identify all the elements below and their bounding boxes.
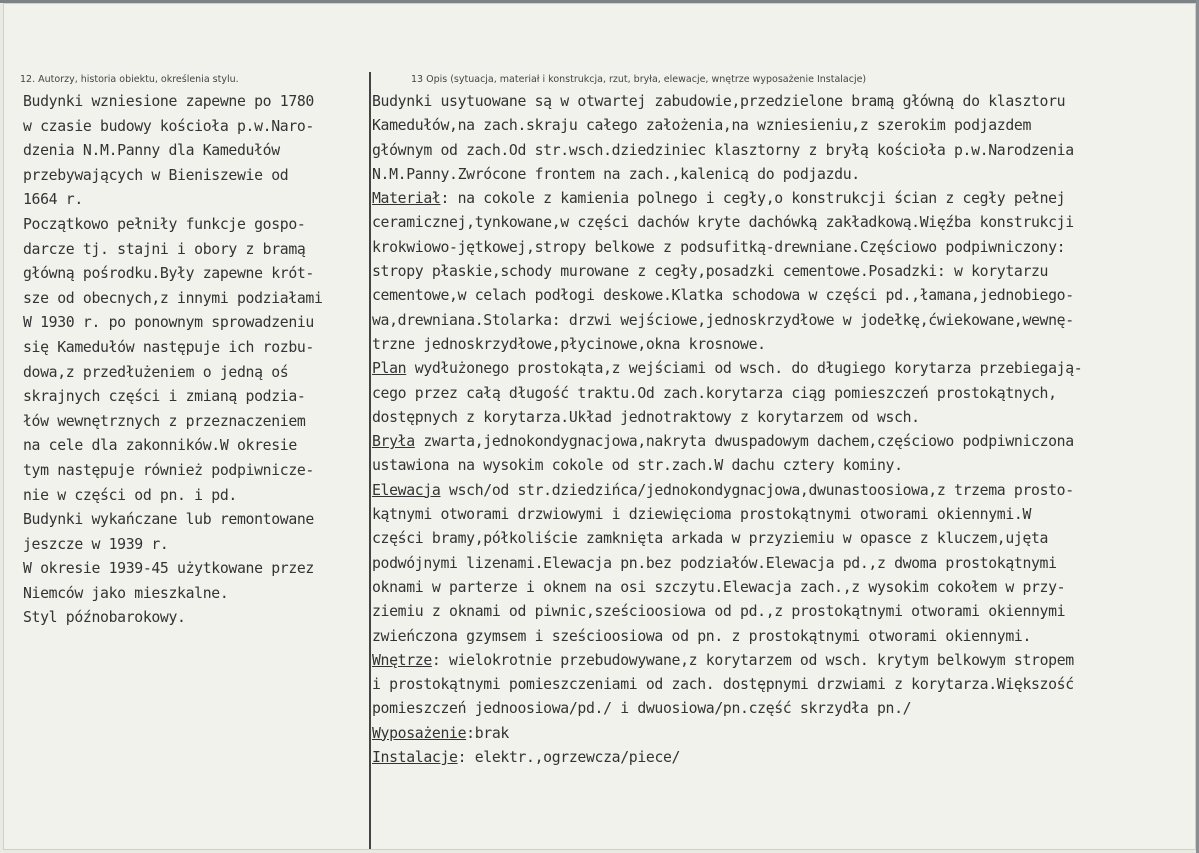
description-line (372, 90, 1196, 114)
description-text: Kamedułów,na zach.skraju całego założenia,na wzniesieniu,z szerokim podjazdem (372, 117, 1032, 135)
description-text: : elektr.,ogrzewcza/piece/ (457, 749, 681, 767)
section-label: Materiał (372, 190, 441, 208)
description-line (372, 600, 1196, 624)
description-line (372, 746, 1196, 770)
description-line (372, 430, 1196, 454)
description-line (372, 309, 1196, 333)
description-line (372, 722, 1196, 746)
description-column (372, 90, 1196, 770)
section-label: Plan (372, 360, 407, 378)
description-line (372, 649, 1196, 673)
description-line (372, 357, 1196, 381)
history-line: w czasie budowy kościoła p.w.Naro- (23, 117, 314, 135)
description-text: zwarta,jednokondygnacjowa,nakryta dwuspadowym dachem,częściowo podpiwniczona (414, 433, 1074, 451)
description-line (372, 211, 1196, 235)
description-line (372, 625, 1196, 649)
history-line: darcze tj. stajni i obory z bramą (23, 240, 306, 258)
history-line: Budynki wykańczane lub remontowane (23, 511, 314, 529)
history-line: Budynki wzniesione zapewne po 1780 (23, 93, 314, 110)
history-line: W okresie 1939-45 użytkowane przez (23, 560, 314, 578)
section-label: Bryła (372, 433, 415, 451)
description-text: trzne jednoskrzydłowe,płycinowe,okna krosnowe. (372, 335, 766, 353)
description-text: ceramicznej,tynkowane,w części dachów kryte dachówką zakładkową.Więźba konstrukcji (372, 214, 1074, 232)
section-label: Elewacja (372, 481, 441, 499)
history-line: 1664 r. (23, 191, 83, 209)
history-line: tym następuje również podpiwnicze- (23, 461, 314, 479)
description-line (372, 187, 1196, 211)
description-text: : na cokole z kamienia polnego i cegły,o konstrukcji ścian z cegły pełnej (440, 190, 1066, 208)
description-text: cego przez całą długość traktu.Od zach.korytarza ciąg pomieszczeń prostokątnych, (372, 384, 1057, 402)
description-line (372, 236, 1196, 260)
description-text: N.M.Panny.Zwrócone frontem na zach.,kalenicą do podjazdu. (372, 165, 860, 183)
description-line (372, 382, 1196, 406)
description-text: krokwiowo-jętkowej,stropy belkowe z podsufitką-drewniane.Częściowo podpiwniczony: (372, 238, 1066, 256)
description-line (372, 284, 1196, 308)
description-text: wa,drewniana.Stolarka: drzwi wejściowe,jednoskrzydłowe w jodełkę,ćwiekowane,wewnę- (372, 311, 1074, 329)
history-line: nie w części od pn. i pd. (23, 486, 237, 504)
description-text: : wielokrotnie przebudowywane,z korytarzem od wsch. krytym belkowym stropem (431, 651, 1074, 669)
description-line (372, 406, 1196, 430)
description-line (372, 260, 1196, 284)
column-divider (369, 72, 371, 850)
description-text: dostępnych z korytarza.Układ jednotraktowy z korytarzem od wsch. (372, 408, 920, 426)
description-text: wsch/od str.dziedzińca/jednokondygnacjowa,dwunastoosiowa,z trzema prosto- (440, 481, 1074, 499)
history-line: Początkowo pełniły funkcje gospo- (23, 215, 306, 233)
description-text: pomieszczeń jednoosiowa/pd./ i dwuosiowa/pn.część skrzydła pn./ (372, 700, 912, 718)
history-line: skrajnych części i zmianą podzia- (23, 388, 306, 406)
description-line (372, 139, 1196, 163)
history-line: dowa,z przedłużeniem o jedną oś (23, 363, 289, 381)
description-line (372, 163, 1196, 187)
history-column (23, 90, 365, 631)
history-line: Niemców jako mieszkalne. (23, 584, 229, 602)
history-line: sze od obecnych,z innymi podziałami (23, 289, 323, 307)
history-line: na cele dla zakonników.W okresie (23, 437, 297, 455)
description-line (372, 479, 1196, 503)
description-line (372, 576, 1196, 600)
history-line: przebywających w Bieniszewie od (23, 166, 289, 184)
description-line (372, 673, 1196, 697)
description-line (372, 552, 1196, 576)
description-text: Budynki usytuowane są w otwartej zabudowie,przedzielone bramą główną do klasztoru (372, 93, 1066, 110)
section-label: Wnętrze (372, 651, 432, 669)
section-label: Instalacje (372, 749, 458, 767)
history-line: jeszcze w 1939 r. (23, 535, 169, 553)
description-text: wydłużonego prostokąta,z wejściami od wsch. do długiego korytarza przebiegają- (406, 360, 1083, 378)
document-card (3, 3, 1196, 850)
history-line: się Kamedułów następuje ich rozbu- (23, 338, 314, 356)
description-line (372, 454, 1196, 478)
description-line (372, 503, 1196, 527)
history-line: łów wewnętrznych z przeznaczeniem (23, 412, 306, 430)
description-line (372, 333, 1196, 357)
description-text: ustawiona na wysokim cokole od str.zach.W dachu cztery kominy. (372, 457, 903, 475)
section-13-header: 13 Opis (sytuacja, materiał i konstrukcja, rzut, bryła, elewacje, wnętrze wyposażenie Instalacje) (411, 74, 867, 85)
history-line: Styl późnobarokowy. (23, 609, 186, 627)
description-text: ziemiu z oknami od piwnic,sześcioosiowa od pd.,z prostokątnymi otworami okiennymi (372, 603, 1066, 621)
description-text: głównym od zach.Od str.wsch.dziedziniec klasztorny z bryłą kościoła p.w.Narodzenia (372, 141, 1074, 159)
description-text: kątnymi otworami drzwiowymi i dziewięcioma prostokątnymi otworami okiennymi.W (372, 506, 1032, 524)
description-text: :brak (466, 724, 509, 742)
description-text: stropy płaskie,schody murowane z cegły,posadzki cementowe.Posadzki: w korytarzu (372, 263, 1049, 281)
section-12-header: 12. Autorzy, historia obiektu, określenia stylu. (20, 74, 239, 85)
description-line (372, 697, 1196, 721)
description-text: podwójnymi lizenami.Elewacja pn.bez podziałów.Elewacja pd.,z dwoma prostokątnymi (372, 554, 1057, 572)
history-line: główną pośrodku.Były zapewne krót- (23, 265, 314, 283)
description-text: zwieńczona gzymsem i sześcioosiowa od pn. z prostokątnymi otworami okiennymi. (372, 627, 1032, 645)
description-text: oknami w parterze i oknem na osi szczytu.Elewacja zach.,z wysokim cokołem w przy- (372, 578, 1066, 596)
section-label: Wyposażenie (372, 724, 467, 742)
description-text: części bramy,półkoliście zamknięta arkada w przyziemiu w opasce z kluczem,ujęta (372, 530, 1049, 548)
history-line: dzenia N.M.Panny dla Kamedułów (23, 142, 280, 160)
history-line: W 1930 r. po ponownym sprowadzeniu (23, 314, 314, 332)
description-line (372, 527, 1196, 551)
description-text: i prostokątnymi pomieszczeniami od zach. dostępnymi drzwiami z korytarza.Większość (372, 676, 1074, 694)
description-line (372, 114, 1196, 138)
description-text: cementowe,w celach podłogi deskowe.Klatka schodowa w części pd.,łamana,jednobiego- (372, 287, 1074, 305)
